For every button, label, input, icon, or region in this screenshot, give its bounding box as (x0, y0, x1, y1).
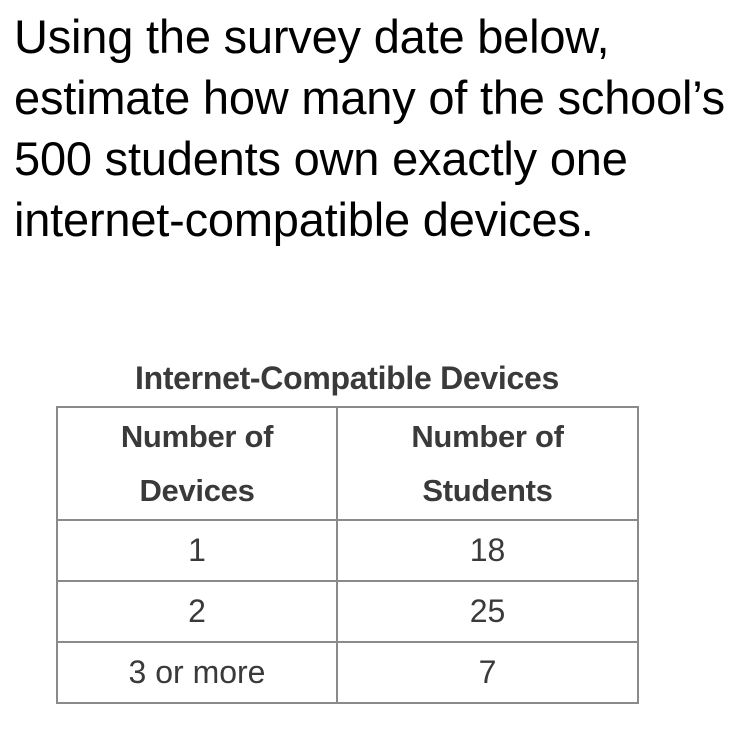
devices-table (56, 406, 639, 704)
devices-cell: 3 or more (57, 642, 337, 703)
devices-cell: 2 (57, 581, 337, 642)
header-number-of-devices: Number of Devices (57, 407, 337, 520)
table-row (57, 581, 638, 642)
table-row (57, 520, 638, 581)
students-cell: 18 (337, 520, 638, 581)
devices-cell: 1 (57, 520, 337, 581)
students-cell: 25 (337, 581, 638, 642)
header-number-of-students: Number of Students (337, 407, 638, 520)
table-row (57, 642, 638, 703)
table-header-row (57, 407, 638, 520)
question-text: Using the survey date below, estimate how many of the school’s 500 students own exactly one internet-compatible devices. (14, 10, 725, 246)
table-title: Internet-Compatible Devices (134, 360, 559, 396)
students-cell: 7 (337, 642, 638, 703)
